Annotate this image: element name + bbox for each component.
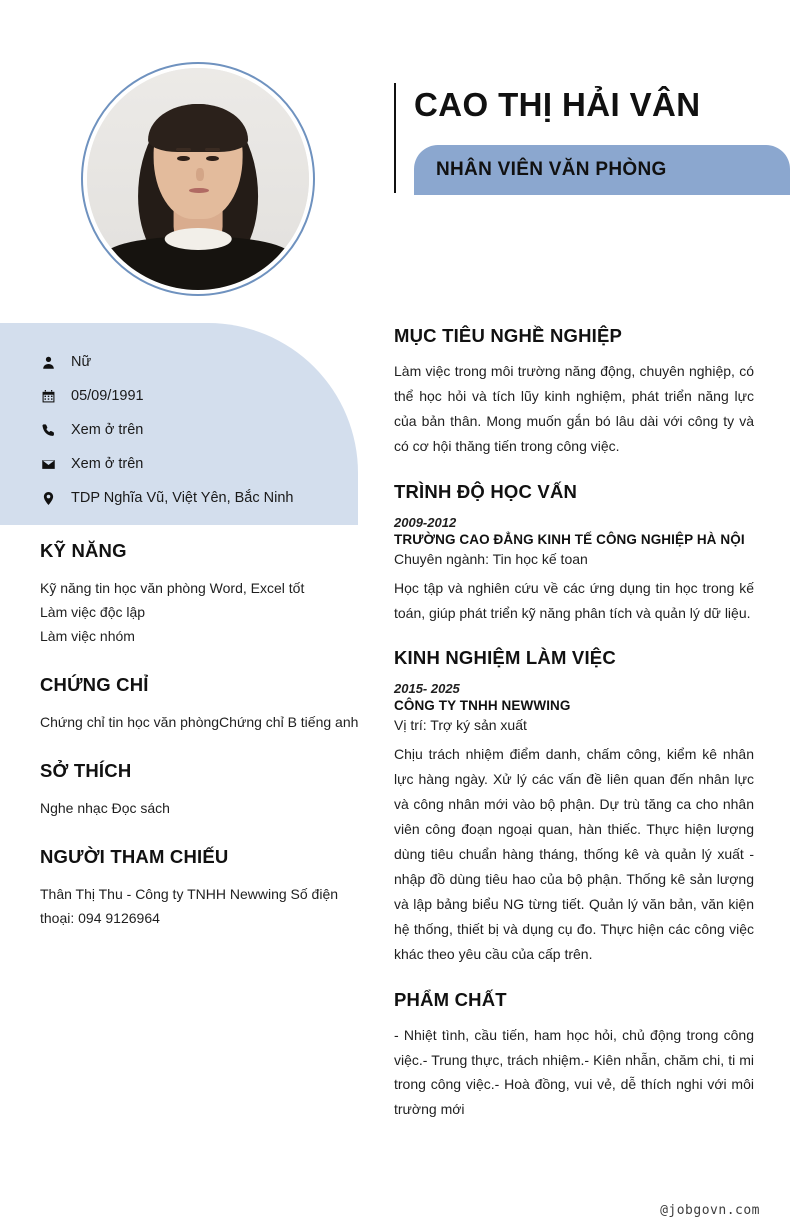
section-education	[394, 481, 754, 626]
education-school: TRƯỜNG CAO ĐẲNG KINH TẾ CÔNG NGHIỆP HÀ NỘI	[394, 531, 745, 547]
avatar	[81, 62, 315, 296]
contact-item-birthdate	[40, 379, 358, 413]
section-objective	[394, 325, 754, 459]
sidebar-sections	[40, 540, 360, 957]
section-hobbies	[40, 760, 360, 820]
portrait-collar	[165, 228, 232, 250]
page-title: CAO THỊ HẢI VÂN	[414, 86, 701, 123]
hobby-line: Nghe nhạc Đọc sách	[40, 800, 170, 817]
contact-item-phone	[40, 413, 358, 447]
section-title: KINH NGHIỆM LÀM VIỆC	[394, 647, 616, 669]
experience-body: Chịu trách nhiệm điểm danh, chấm công, kiểm kê nhân lực hàng ngày. Xử lý các vấn đề liên quan đến nhân lực và công nhân mới vào bộ phận. Dự trù tăng ca cho nhân viên công đoạn ngoại quan, hàn thiếc. Thực hiện lượng dùng tiêu chuẩn hàng tháng, thống kê và quản lý xuất - nhập đồ dùng tiêu hao của bộ phận. Thống kê sản lượng và lập bảng biểu NG từng tiết. Quản lý văn bản, văn kiện hệ thống, thiết bị và dụng cụ đo. Thực hiện các công việc khác theo yêu cầu của cấp trên.	[394, 746, 754, 962]
contact-value: Xem ở trên	[71, 455, 144, 472]
certificate-line: Chứng chỉ tin học văn phòngChứng chỉ B tiếng anh	[40, 714, 359, 731]
education-major: Chuyên ngành: Tin học kế toan	[394, 550, 588, 567]
footer-watermark: @jobgovn.com	[660, 1203, 760, 1218]
experience-company: CÔNG TY TNHH NEWWING	[394, 698, 571, 714]
section-qualities	[394, 989, 754, 1123]
education-body: Học tập và nghiên cứu về các ứng dụng tin học trong kế toán, giúp phát triển kỹ năng phân tích và quản lý dữ liệu.	[394, 579, 754, 621]
skill-line: Làm việc nhóm	[40, 628, 135, 645]
section-experience	[394, 647, 754, 966]
section-certificates	[40, 674, 360, 734]
section-skills	[40, 540, 360, 648]
job-title-label: NHÂN VIÊN VĂN PHÒNG	[436, 159, 667, 180]
contact-item-address	[40, 481, 358, 515]
cv-header	[0, 0, 790, 323]
contact-item-email	[40, 447, 358, 481]
portrait-photo	[87, 68, 309, 290]
qualities-body: - Nhiệt tình, cầu tiến, ham học hỏi, chủ động trong công việc.- Trung thực, trách nhiệm.- Kiên nhẫn, chăm chi, ti mi trong công việc.- Hoà đồng, vui vẻ, dễ thích nghi với môi trường mới	[394, 1026, 754, 1118]
skill-line: Làm việc độc lập	[40, 604, 146, 621]
section-title: CHỨNG CHỈ	[40, 674, 149, 696]
location-pin-icon	[40, 491, 57, 506]
experience-date: 2015- 2025	[394, 681, 460, 697]
contact-value: TDP Nghĩa Vũ, Việt Yên, Bắc Ninh	[71, 489, 294, 506]
objective-body: Làm việc trong môi trường năng động, chuyên nghiệp, có thể học hỏi và tích lũy kinh nghiệm, phát triển năng lực của bản thân. Mong muốn gắn bó lâu dài với công ty và có cơ hội thăng tiến trong công việc.	[394, 363, 754, 454]
person-icon	[40, 355, 57, 370]
name-divider	[394, 83, 396, 193]
section-title: TRÌNH ĐỘ HỌC VẤN	[394, 480, 578, 502]
section-title: PHẨM CHẤT	[394, 988, 507, 1010]
section-title: SỞ THÍCH	[40, 760, 132, 782]
contact-item-gender	[40, 345, 358, 379]
contact-value: Xem ở trên	[71, 421, 144, 438]
phone-icon	[40, 423, 57, 438]
section-title: KỸ NĂNG	[40, 540, 127, 561]
envelope-icon	[40, 457, 57, 472]
portrait-brow-right	[205, 148, 221, 152]
section-title: NGƯỜI THAM CHIẾU	[40, 846, 229, 868]
section-title: MỤC TIÊU NGHỀ NGHIỆP	[394, 325, 623, 346]
portrait-nose	[196, 168, 204, 181]
main-sections	[394, 325, 754, 1144]
experience-position: Vị trí: Trợ ký sản xuất	[394, 717, 527, 734]
calendar-icon	[40, 389, 57, 404]
reference-line: Thân Thị Thu - Công ty TNHH Newwing Số điện thoại: 094 9126964	[40, 886, 339, 927]
contact-panel	[0, 323, 358, 525]
section-references	[40, 846, 360, 930]
portrait-brow-left	[176, 148, 192, 152]
education-date: 2009-2012	[394, 514, 457, 530]
contact-value: 05/09/1991	[71, 387, 144, 404]
job-title-badge	[414, 145, 790, 195]
contact-value: Nữ	[71, 353, 92, 370]
skill-line: Kỹ năng tin học văn phòng Word, Excel tốt	[40, 580, 305, 596]
